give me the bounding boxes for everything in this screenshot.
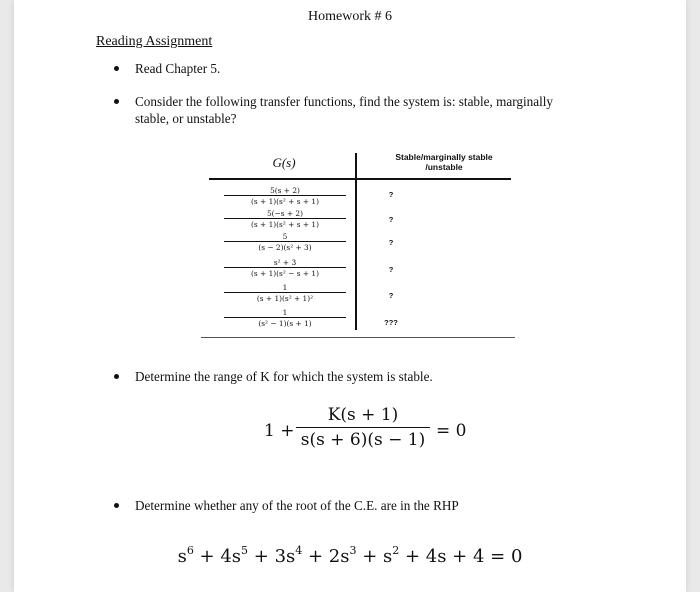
equation-numerator: K(s + 1) xyxy=(327,405,399,425)
table-row-4-answer: ? xyxy=(388,265,394,274)
poly-term: + 4s + 4 = 0 xyxy=(399,546,523,567)
bullet-read-chapter: Read Chapter 5. xyxy=(135,61,221,76)
poly-term: + 3s xyxy=(248,546,296,567)
fraction-numerator: 1 xyxy=(282,283,288,292)
fraction-denominator: (s² − 1)(s + 1) xyxy=(224,317,346,328)
gs-argument: (s) xyxy=(281,155,296,170)
poly-exponent: 3 xyxy=(349,544,357,557)
bullet-rhp-roots: Determine whether any of the root of the C.E. are in the RHP xyxy=(135,498,459,513)
fraction-denominator: (s + 1)(s² + s + 1) xyxy=(224,195,346,206)
table-row-1-fraction xyxy=(224,186,346,206)
table-header-divider xyxy=(209,178,511,180)
table-row-1-answer: ? xyxy=(388,190,394,199)
fraction-numerator: 1 xyxy=(282,308,288,317)
fraction-numerator: 5 xyxy=(282,232,288,241)
poly-term: + 4s xyxy=(193,546,242,567)
table-row-2-answer: ? xyxy=(388,215,394,224)
table-bottom-rule xyxy=(201,337,515,338)
equation-rhs: = 0 xyxy=(436,421,467,441)
bullet-transfer-functions: Consider the following transfer functions, find the system is: stable, marginally stable, or unstable? xyxy=(135,93,585,127)
table-row-5-answer: ? xyxy=(388,291,394,300)
poly-exponent: 4 xyxy=(295,544,303,557)
table-row-6-answer: ??? xyxy=(384,318,398,327)
fraction-numerator: 5(s + 2) xyxy=(270,186,300,195)
status-header-line1: Stable/marginally stable xyxy=(395,152,493,162)
page-title: Homework # 6 xyxy=(308,9,392,24)
fraction-numerator: 5(−s + 2) xyxy=(266,209,304,218)
poly-term: + s xyxy=(356,546,393,567)
fraction-numerator: s² + 3 xyxy=(273,258,297,267)
reading-assignment-heading: Reading Assignment xyxy=(96,34,213,49)
table-row-2-fraction xyxy=(224,209,346,229)
table-row-3-answer: ? xyxy=(388,238,394,247)
table-row-6-fraction xyxy=(224,308,346,328)
bullet-range-of-k: Determine the range of K for which the system is stable. xyxy=(135,369,433,384)
equation-denominator: s(s + 6)(s − 1) xyxy=(296,427,430,450)
fraction-denominator: (s + 1)(s² − s + 1) xyxy=(224,267,346,278)
fraction-denominator: (s + 1)(s² + s + 1) xyxy=(224,218,346,229)
poly-exponent: 2 xyxy=(392,544,400,557)
document-page xyxy=(14,0,686,592)
fraction-denominator: (s + 1)(s² + 1)² xyxy=(224,292,346,303)
fraction-denominator: (s − 2)(s² + 3) xyxy=(224,241,346,252)
equation-fraction xyxy=(296,405,430,450)
characteristic-polynomial xyxy=(14,544,686,567)
poly-exponent: 5 xyxy=(241,544,249,557)
equation-lhs: 1 + xyxy=(264,421,295,441)
gs-symbol: G xyxy=(272,155,282,170)
poly-exponent: 6 xyxy=(186,544,194,557)
table-row-5-fraction xyxy=(224,283,346,303)
poly-term: s xyxy=(177,546,187,567)
table-row-4-fraction xyxy=(224,258,346,278)
status-header-line2: /unstable xyxy=(425,162,463,172)
table-row-3-fraction xyxy=(224,232,346,252)
table-header-gs xyxy=(254,155,314,171)
table-header-status xyxy=(379,152,509,172)
poly-term: + 2s xyxy=(302,546,350,567)
